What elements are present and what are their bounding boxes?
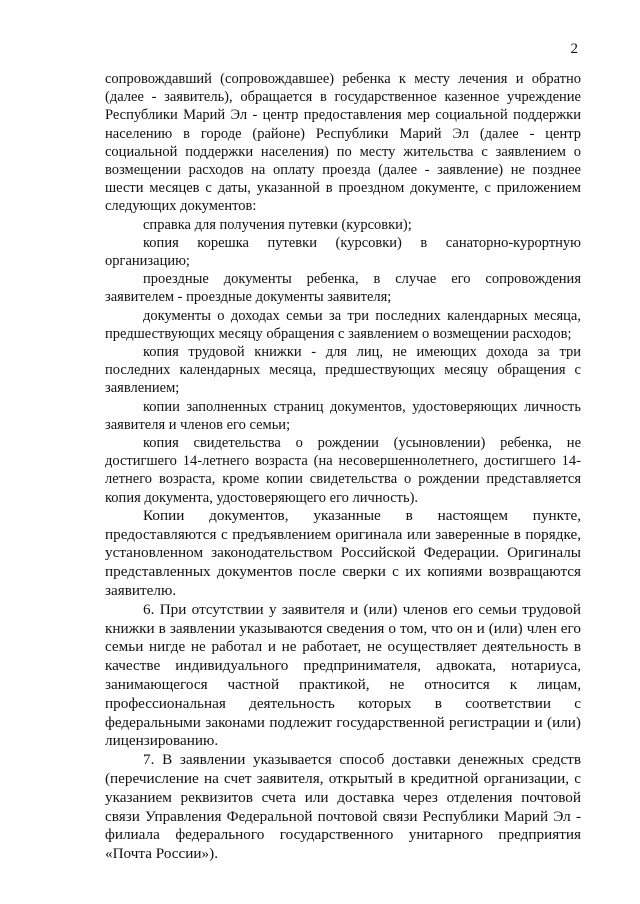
page-number: 2: [570, 41, 578, 57]
paragraph-clause-6: 6. При отсутствии у заявителя и (или) членов его семьи трудовой книжки в заявлении указываются сведения о том, что он и (или) член его семьи нигде не работал и не работает, не осуществляет деятельность в качестве индивидуального предпринимателя, адвоката, нотариуса, занимающегося частной практикой, не относится к лицам, профессиональная деятельность которых в соответствии с федеральными законами подлежит государственной регистрации и (или) лицензированию.: [105, 600, 581, 750]
list-item-identity-documents: копии заполненных страниц документов, удостоверяющих личность заявителя и членов его семьи;: [105, 398, 581, 433]
list-item-voucher-certificate: справка для получения путевки (курсовки);: [143, 216, 412, 233]
paragraph-clause-7: 7. В заявлении указывается способ доставки денежных средств (перечисление на счет заявителя, открытый в кредитной организации, с указанием реквизитов счета или доставка через отделения почтовой связи Управления Федеральной почтовой связи Республики Марий Эл - филиала федерального государственного унитарного предприятия «Почта России»).: [105, 751, 581, 863]
list-item-voucher-stub: копия корешка путевки (курсовки) в санаторно-курортную организацию;: [105, 234, 581, 270]
list-item-employment-book: копия трудовой книжки - для лиц, не имеющих дохода за три последних календарных месяца, предшествующих месяцу обращения с заявлением;: [105, 344, 581, 397]
list-item-travel-documents: проездные документы ребенка, в случае его сопровождения заявителем - проездные документы заявителя;: [105, 271, 581, 306]
paragraph-continuation: сопровождавший (сопровождавшее) ребенка к месту лечения и обратно (далее - заявитель), обращается в государственное казенное учреждение Республики Марий Эл - центр предоставления мер социальной поддержки населению в городе (районе) Республики Марий Эл (далее - центр социальной поддержки населения) по месту жительства с заявлением о возмещении расходов на оплату проезда (далее - заявление) не позднее шести месяцев с даты, указанной в проездном документе, с приложением следующих документов:: [105, 71, 581, 215]
paragraph-document-copies: Копии документов, указанные в настоящем пункте, предоставляются с предъявлением оригинала или заверенные в порядке, установленном законодательством Российской Федерации. Оригиналы представленных документов после сверки с их копиями возвращаются заявителю.: [105, 506, 581, 600]
list-item-birth-certificate: копия свидетельства о рождении (усыновлении) ребенка, не достигшего 14-летнего возраста (на несовершеннолетнего, достигшего 14-летнего возраста, кроме копии свидетельства о рождении представляется копия документа, удостоверяющего его личность).: [105, 435, 581, 506]
document-body: [105, 70, 581, 864]
list-item-income-documents: документы о доходах семьи за три последних календарных месяца, предшествующих месяцу обращения с заявлением о возмещении расходов;: [105, 307, 581, 342]
